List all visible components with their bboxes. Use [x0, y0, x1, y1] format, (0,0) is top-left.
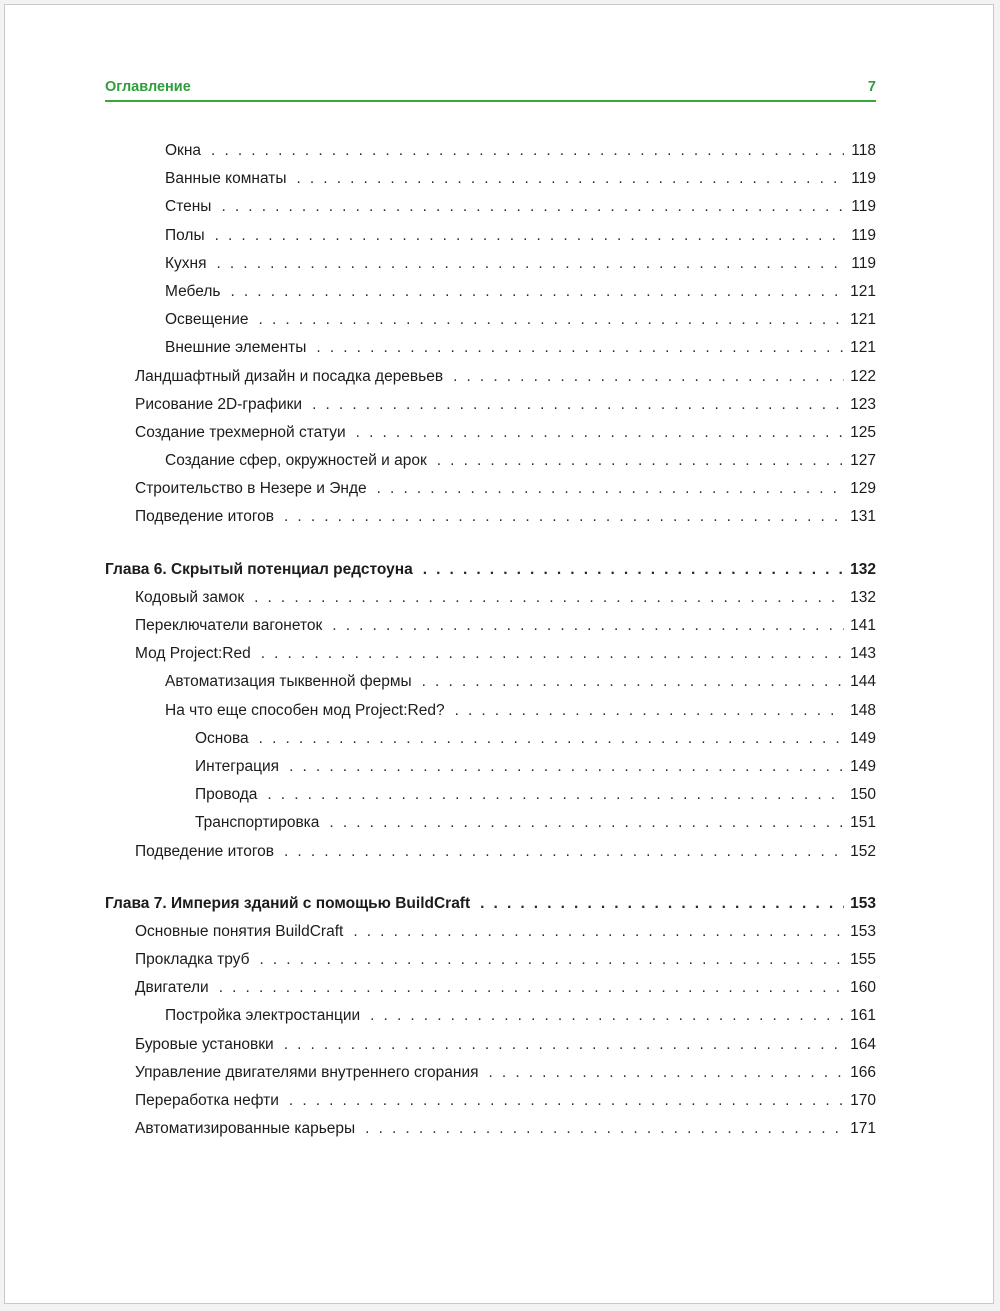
dot-leader: [480, 895, 844, 913]
toc-entry-title: Основа: [195, 729, 249, 747]
toc-entry-page: 118: [851, 142, 876, 159]
toc-entry-title: Создание сфер, окружностей и арок: [165, 452, 427, 470]
toc-entry-title: Окна: [165, 142, 202, 159]
toc-entry-title: Стены: [165, 198, 212, 216]
toc-entry-page: 132: [850, 588, 876, 606]
toc-entry-page: 121: [850, 311, 876, 329]
toc-entry-title: Интеграция: [195, 757, 280, 775]
toc-entry-page: 153: [850, 894, 876, 912]
chapter-gap: [105, 871, 876, 895]
toc-entry[interactable]: [105, 1120, 876, 1148]
toc-entry-title: Автоматизированные карьеры: [135, 1120, 356, 1138]
toc-entry-title: Подведение итогов: [135, 508, 274, 526]
toc-entry[interactable]: [105, 617, 876, 645]
toc-entry[interactable]: [105, 786, 876, 814]
dot-leader: [211, 142, 844, 160]
toc-entry-page: 132: [850, 560, 876, 578]
dot-leader: [284, 508, 844, 526]
toc-entry-page: 171: [850, 1120, 876, 1138]
toc-entry[interactable]: [105, 170, 876, 198]
toc-entry-title: Мод Project:Red: [135, 645, 251, 663]
dot-leader: [332, 617, 844, 635]
toc-entry-title: Глава 7. Империя зданий с помощью BuildCraft: [105, 894, 471, 912]
dot-leader: [353, 923, 844, 941]
toc-entry[interactable]: [105, 951, 876, 979]
toc-entry[interactable]: [105, 198, 876, 226]
dot-leader: [329, 814, 844, 832]
toc-entry[interactable]: [105, 311, 876, 339]
chapter-6-entries: [105, 589, 876, 871]
toc-entry-page: 123: [850, 395, 876, 413]
toc-entry-title: Подведение итогов: [135, 842, 274, 860]
toc-entry-title: Кухня: [165, 254, 207, 272]
toc-entry-page: 131: [850, 508, 876, 526]
header-page-number: 7: [867, 79, 876, 95]
dot-leader: [437, 452, 844, 470]
chapter-gap: [105, 537, 876, 561]
dot-leader: [453, 368, 844, 386]
dot-leader: [377, 480, 844, 498]
toc-entry[interactable]: [105, 702, 876, 730]
header-rule: [105, 100, 876, 102]
toc-entry[interactable]: [105, 339, 876, 367]
toc-entry[interactable]: [105, 480, 876, 508]
toc-entry-title: Кодовый замок: [135, 588, 245, 606]
toc-entry-page: 166: [850, 1063, 876, 1081]
toc-entry-page: 155: [850, 951, 876, 969]
toc-entry-page: 151: [850, 814, 876, 832]
chapter-7-heading[interactable]: [105, 895, 876, 923]
chapter-6-heading[interactable]: [105, 561, 876, 589]
toc-entry-page: 143: [850, 645, 876, 663]
toc-entry[interactable]: [105, 645, 876, 673]
dot-leader: [221, 198, 844, 216]
toc-entry[interactable]: [105, 923, 876, 951]
toc-entry-title: Двигатели: [135, 979, 209, 997]
dot-leader: [289, 758, 844, 776]
toc-entry[interactable]: [105, 1092, 876, 1120]
toc-entry[interactable]: [105, 142, 876, 170]
dot-leader: [259, 951, 844, 969]
toc-entry-title: Полы: [165, 226, 205, 244]
dot-leader: [423, 561, 844, 579]
toc-entry-title: Ванные комнаты: [165, 170, 287, 188]
toc-entry-title: Внешние элементы: [165, 339, 307, 357]
toc-entry-page: 129: [850, 480, 876, 498]
toc-entry-title: Основные понятия BuildCraft: [135, 922, 344, 940]
toc-entry-page: 141: [850, 617, 876, 634]
toc-entry[interactable]: [105, 255, 876, 283]
toc-entry[interactable]: [105, 979, 876, 1007]
toc-entry-title: Транспортировка: [195, 814, 320, 832]
toc-entry[interactable]: [105, 508, 876, 536]
toc-entry-page: 119: [851, 170, 876, 188]
toc-entry-title: Строительство в Незере и Энде: [135, 480, 367, 498]
dot-leader: [422, 673, 844, 691]
toc-entry-page: 121: [850, 282, 876, 300]
toc-entry-title: Глава 6. Скрытый потенциал редстоуна: [105, 560, 413, 578]
toc-entry-page: 149: [850, 757, 876, 775]
toc-entry-page: 150: [850, 786, 876, 804]
toc-entry-page: 149: [850, 729, 876, 747]
dot-leader: [219, 979, 844, 997]
toc-entry-page: 119: [851, 226, 876, 244]
toc-entry[interactable]: [105, 424, 876, 452]
toc-entry-page: 127: [850, 452, 876, 470]
toc-entry-page: 161: [850, 1007, 876, 1025]
toc-entry-page: 164: [850, 1035, 876, 1053]
toc-entry-page: 119: [851, 198, 876, 216]
dot-leader: [289, 1092, 844, 1110]
toc-entry-title: Освещение: [165, 311, 249, 329]
toc-entry-page: 148: [850, 701, 876, 719]
dot-leader: [259, 311, 844, 329]
dot-leader: [230, 283, 844, 301]
toc-entry[interactable]: [105, 368, 876, 396]
toc-entry[interactable]: [105, 814, 876, 842]
toc-entry-page: 153: [850, 922, 876, 940]
dot-leader: [284, 843, 844, 861]
chapter-7-entries: [105, 923, 876, 1149]
toc-entry-title: Мебель: [165, 282, 221, 300]
toc-entry-title: Ландшафтный дизайн и посадка деревьев: [135, 367, 444, 385]
toc-entry-title: Провода: [195, 786, 258, 804]
toc-entry-title: Буровые установки: [135, 1035, 274, 1053]
dot-leader: [296, 170, 844, 188]
toc-entry-page: 160: [850, 979, 876, 997]
toc-entry[interactable]: [105, 452, 876, 480]
toc-entry-title: Прокладка труб: [135, 951, 250, 969]
toc-block-continued: [105, 142, 876, 537]
toc-entry-page: 121: [850, 339, 876, 357]
toc-entry-page: 144: [850, 673, 876, 691]
toc-entry[interactable]: [105, 1064, 876, 1092]
dot-leader: [370, 1007, 844, 1025]
toc-entry-page: 170: [850, 1092, 876, 1109]
toc-entry-page: 125: [850, 423, 876, 441]
toc-entry[interactable]: [105, 396, 876, 424]
running-header: [105, 79, 876, 95]
toc-entry-page: 122: [850, 367, 876, 385]
toc-entry-title: Рисование 2D-графики: [135, 395, 303, 413]
dot-leader: [261, 645, 844, 663]
table-of-contents: [105, 142, 876, 1148]
toc-entry[interactable]: [105, 1007, 876, 1035]
toc-entry-page: 152: [850, 842, 876, 860]
header-section-title: Оглавление: [105, 79, 191, 95]
toc-entry[interactable]: [105, 283, 876, 311]
dot-leader: [216, 255, 844, 273]
toc-entry-title: Создание трехмерной статуи: [135, 423, 346, 441]
dot-leader: [316, 339, 844, 357]
toc-entry-title: Постройка электростанции: [165, 1007, 361, 1025]
toc-entry-title: Переработка нефти: [135, 1092, 279, 1109]
dot-leader: [455, 702, 844, 720]
toc-entry[interactable]: [105, 1036, 876, 1064]
toc-entry[interactable]: [105, 673, 876, 701]
toc-entry[interactable]: [105, 758, 876, 786]
dot-leader: [267, 786, 844, 804]
toc-entry-title: Управление двигателями внутреннего сгорания: [135, 1063, 479, 1081]
dot-leader: [259, 730, 844, 748]
dot-leader: [365, 1120, 844, 1138]
toc-entry-page: 119: [851, 254, 876, 272]
dot-leader: [215, 227, 844, 245]
toc-entry[interactable]: [105, 589, 876, 617]
toc-entry-title: Переключатели вагонеток: [135, 617, 323, 634]
toc-entry-title: На что еще способен мод Project:Red?: [165, 701, 445, 719]
dot-leader: [284, 1036, 844, 1054]
toc-entry[interactable]: [105, 730, 876, 758]
book-page: [4, 4, 994, 1304]
dot-leader: [312, 396, 844, 414]
dot-leader: [489, 1064, 845, 1082]
dot-leader: [254, 589, 844, 607]
toc-entry-title: Автоматизация тыквенной фермы: [165, 673, 412, 691]
toc-entry[interactable]: [105, 843, 876, 871]
toc-entry[interactable]: [105, 227, 876, 255]
dot-leader: [356, 424, 844, 442]
